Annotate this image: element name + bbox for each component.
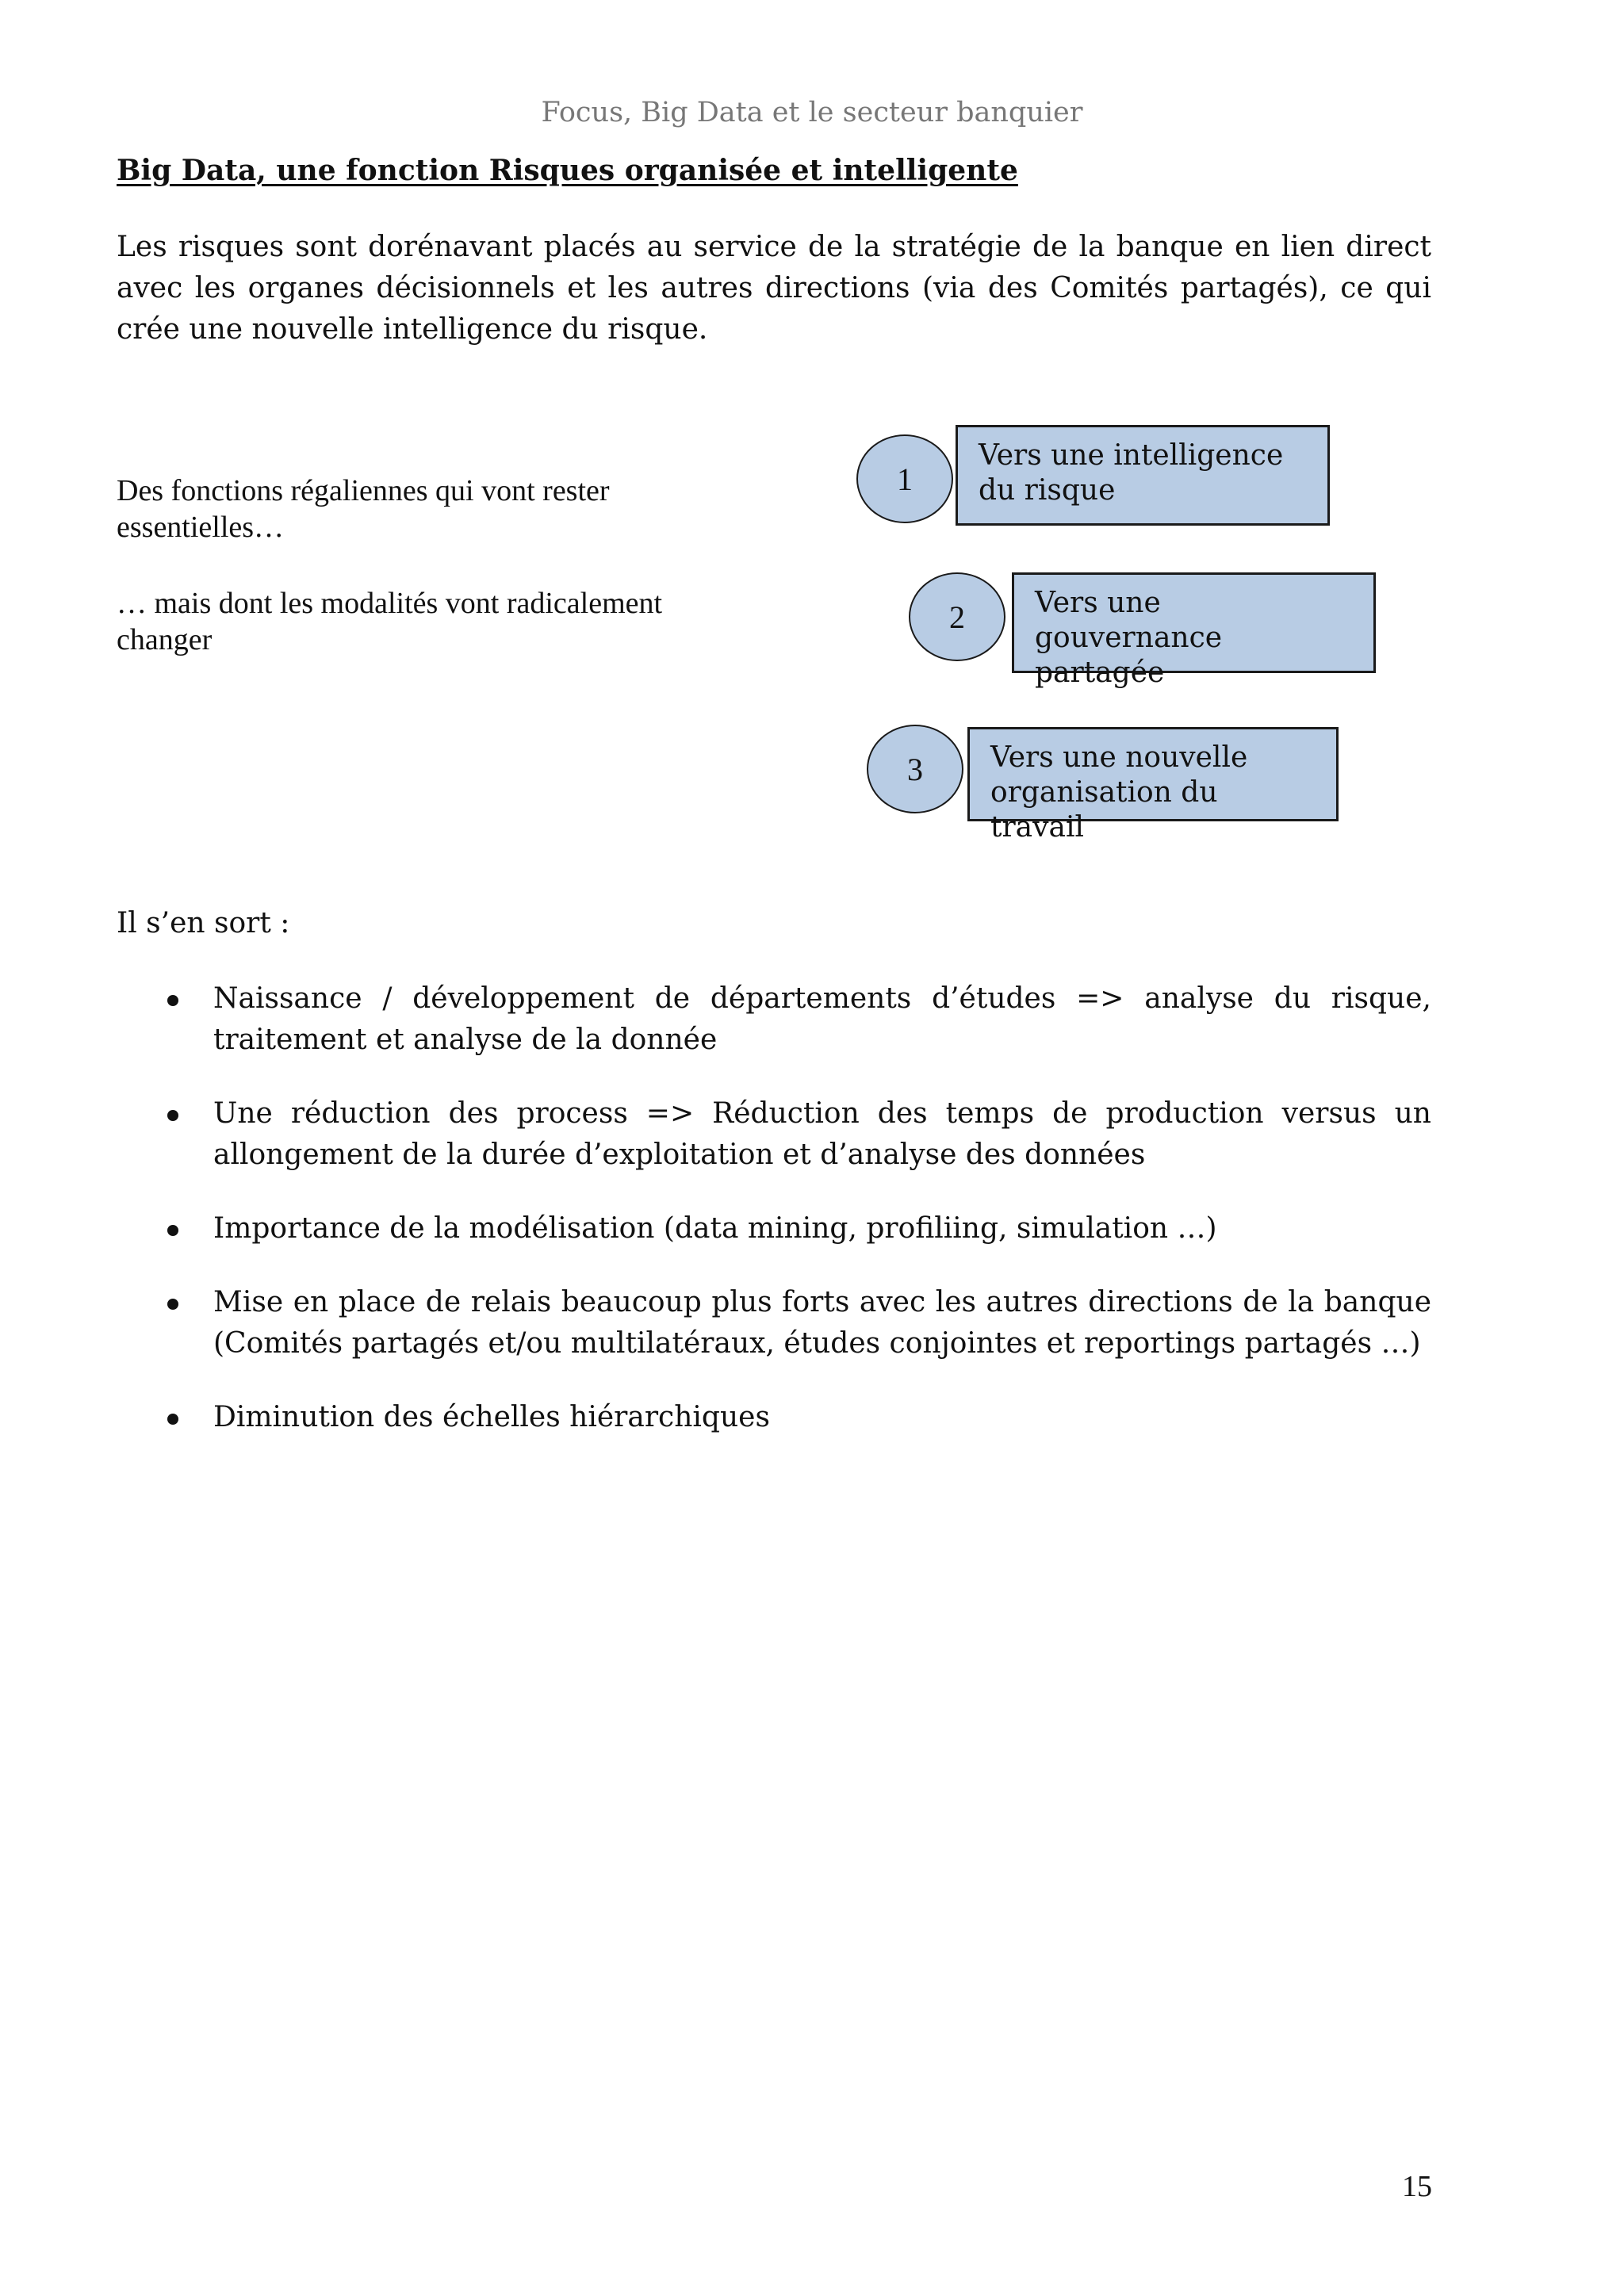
step-1-label-box: Vers une intelligence du risque — [956, 425, 1330, 526]
section-title: Big Data, une fonction Risques organisée et intelligente — [117, 154, 1018, 187]
outcome-intro: Il s’en sort : — [117, 907, 290, 939]
bullet-item — [117, 1397, 1431, 1438]
step-1-number-circle: 1 — [856, 434, 953, 523]
regalian-statement: Des fonctions régaliennes qui vont rester essentielles… — [117, 474, 610, 544]
page-number: 15 — [1402, 2170, 1432, 2203]
step-3-number-circle: 3 — [867, 725, 963, 813]
intro-paragraph: Les risques sont dorénavant placés au service de la stratégie de la banque en lien direct avec les organes décisionnels et les autres directions (via des Comités partagés), ce qui crée une nouvelle intelligence du risque. — [117, 231, 1431, 346]
bullet-text: Importance de la modélisation (data mining, profiliing, simulation …) — [213, 1212, 1217, 1245]
regalian-change-statement: … mais dont les modalités vont radicalement changer — [117, 587, 663, 656]
bullet-text: Diminution des échelles hiérarchiques — [213, 1401, 770, 1433]
outcome-bullet-list — [117, 978, 1431, 1471]
bullet-icon — [167, 1414, 178, 1425]
bullet-item — [117, 1208, 1431, 1249]
bullet-item — [117, 1282, 1431, 1364]
running-header: Focus, Big Data et le secteur banquier — [541, 97, 1083, 128]
bullet-icon — [167, 1225, 178, 1236]
bullet-icon — [167, 995, 178, 1006]
bullet-text: Naissance / développement de départements d’études => analyse du risque, traitement et analyse de la donnée — [213, 982, 1431, 1056]
bullet-text: Une réduction des process => Réduction des temps de production versus un allongement de la durée d’exploitation et d’analyse des données — [213, 1097, 1431, 1171]
bullet-item — [117, 1093, 1431, 1176]
bullet-icon — [167, 1110, 178, 1121]
bullet-icon — [167, 1299, 178, 1310]
step-3-label-box: Vers une nouvelle organisation du travail — [967, 727, 1339, 821]
bullet-text: Mise en place de relais beaucoup plus forts avec les autres directions de la banque (Comités partagés et/ou multilatéraux, études conjointes et reportings partagés …) — [213, 1286, 1431, 1360]
step-2-label-box: Vers une gouvernance partagée — [1012, 572, 1376, 673]
step-2-number-circle: 2 — [909, 572, 1005, 661]
bullet-item — [117, 978, 1431, 1061]
